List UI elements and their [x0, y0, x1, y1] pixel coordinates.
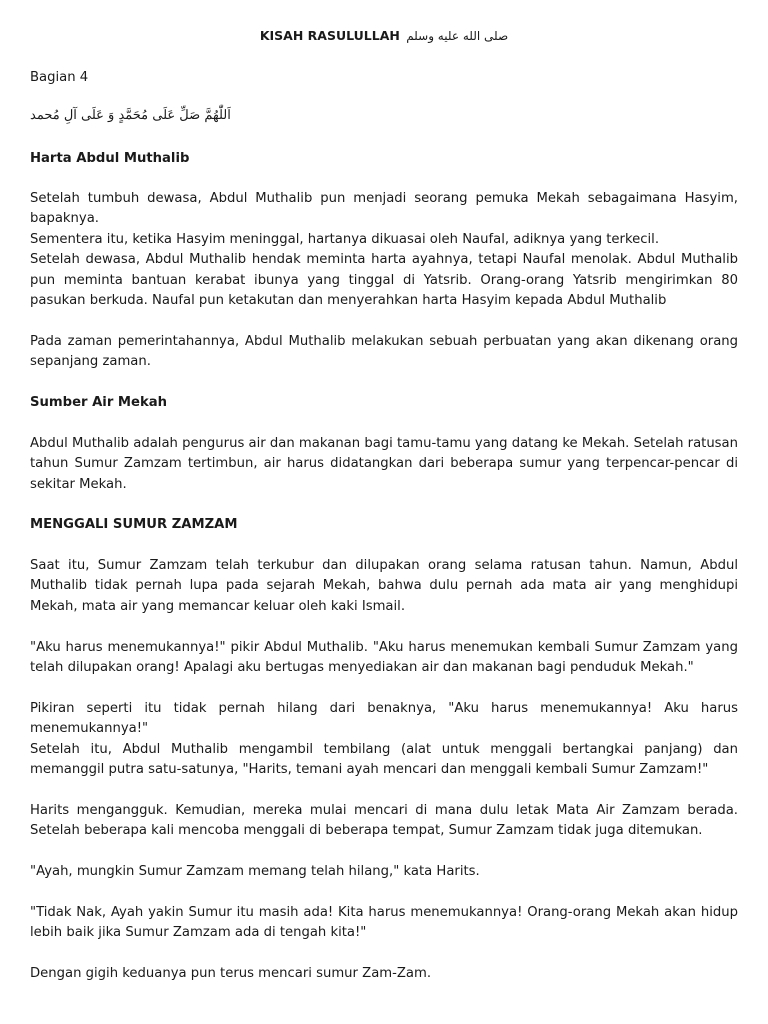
part-label — [30, 68, 738, 88]
paragraph — [30, 699, 738, 740]
paragraph — [30, 189, 738, 230]
salawat-text: اَللّٰهُمَّ صَلِّ عَلَى مُحَمَّدٍ وَ عَلَى آلِ مُحمد — [30, 108, 231, 123]
paragraph-text: Pada zaman pemerintahannya, Abdul Muthalib melakukan sebuah perbuatan yang akan dikenang orang sepanjang zaman. — [30, 334, 738, 370]
section-heading-sumber-air — [30, 393, 738, 413]
paragraph-text: Setelah itu, Abdul Muthalib mengambil tembilang (alat untuk menggali bertangkai panjang) dan memanggil putra satu-satunya, "Harits, temani ayah mencari dan menggali kembali Sumur Zamzam!" — [30, 742, 738, 778]
paragraph-text: Abdul Muthalib adalah pengurus air dan makanan bagi tamu-tamu yang datang ke Mekah. Setelah ratusan tahun Sumur Zamzam tertimbun, air harus didatangkan dari beberapa sumur yang terpencar-pencar di sekitar Mekah. — [30, 436, 738, 492]
title-text: KISAH RASULULLAH — [259, 28, 400, 43]
paragraph-text: Pikiran seperti itu tidak pernah hilang dari benaknya, "Aku harus menemukannya! Aku harus menemukannya!" — [30, 701, 738, 737]
part-text: Bagian 4 — [30, 70, 89, 85]
paragraph — [30, 964, 738, 984]
paragraph-text: Sementera itu, ketika Hasyim meninggal, hartanya dikuasai oleh Naufal, adiknya yang terkecil. — [30, 232, 660, 247]
heading-text: MENGGALI SUMUR ZAMZAM — [30, 517, 238, 532]
section-heading-menggali — [30, 515, 738, 535]
paragraph-text: Dengan gigih keduanya pun terus mencari sumur Zam-Zam. — [30, 966, 432, 981]
salawat-line — [30, 106, 738, 126]
paragraph-text: "Aku harus menemukannya!" pikir Abdul Muthalib. "Aku harus menemukan kembali Sumur Zamzam yang telah dilupakan orang! Apalagi aku bertugas menyediakan air dan makanan bagi penduduk Mekah." — [30, 640, 738, 676]
paragraph-text: Setelah dewasa, Abdul Muthalib hendak meminta harta ayahnya, tetapi Naufal menolak. Abdul Muthalib pun meminta bantuan kerabat ibunya yang tinggal di Yatsrib. Orang-orang Yatsrib mengirimkan 80 pasukan berkuda. Naufal pun ketakutan dan menyerahkan harta Hasyim kepada Abdul Muthalib — [30, 252, 738, 309]
paragraph-text: "Tidak Nak, Ayah yakin Sumur itu masih ada! Kita harus menemukannya! Orang-orang Mekah akan hidup lebih baik jika Sumur Zamzam ada di tengah kita!" — [30, 905, 738, 941]
section-heading-harta — [30, 149, 738, 169]
paragraph — [30, 556, 738, 617]
document-title — [30, 26, 738, 46]
paragraph — [30, 230, 738, 312]
paragraph — [30, 903, 738, 944]
paragraph-text: Harits mengangguk. Kemudian, mereka mulai mencari di mana dulu letak Mata Air Zamzam berada. Setelah beberapa kali mencoba menggali di beberapa tempat, Sumur Zamzam tidak juga ditemukan. — [30, 803, 738, 839]
paragraph — [30, 862, 738, 882]
paragraph — [30, 638, 738, 679]
paragraph-text: Saat itu, Sumur Zamzam telah terkubur dan dilupakan orang selama ratusan tahun. Namun, Abdul Muthalib tidak pernah lupa pada sejarah Mekah, bahwa dulu pernah ada mata air yang menghidupi Mekah, mata air yang memancar keluar oleh kaki Ismail. — [30, 558, 738, 614]
paragraph — [30, 332, 738, 373]
heading-text: Harta Abdul Muthalib — [30, 151, 190, 166]
title-arabic-honorific: صلى الله عليه وسلم — [406, 29, 509, 43]
paragraph-text: "Ayah, mungkin Sumur Zamzam memang telah hilang," kata Harits. — [30, 864, 480, 879]
paragraph — [30, 801, 738, 842]
paragraph — [30, 740, 738, 781]
heading-text: Sumber Air Mekah — [30, 395, 168, 410]
paragraph — [30, 434, 738, 495]
paragraph-text: Setelah tumbuh dewasa, Abdul Muthalib pun menjadi seorang pemuka Mekah sebagaimana Hasyim, bapaknya. — [30, 191, 738, 227]
